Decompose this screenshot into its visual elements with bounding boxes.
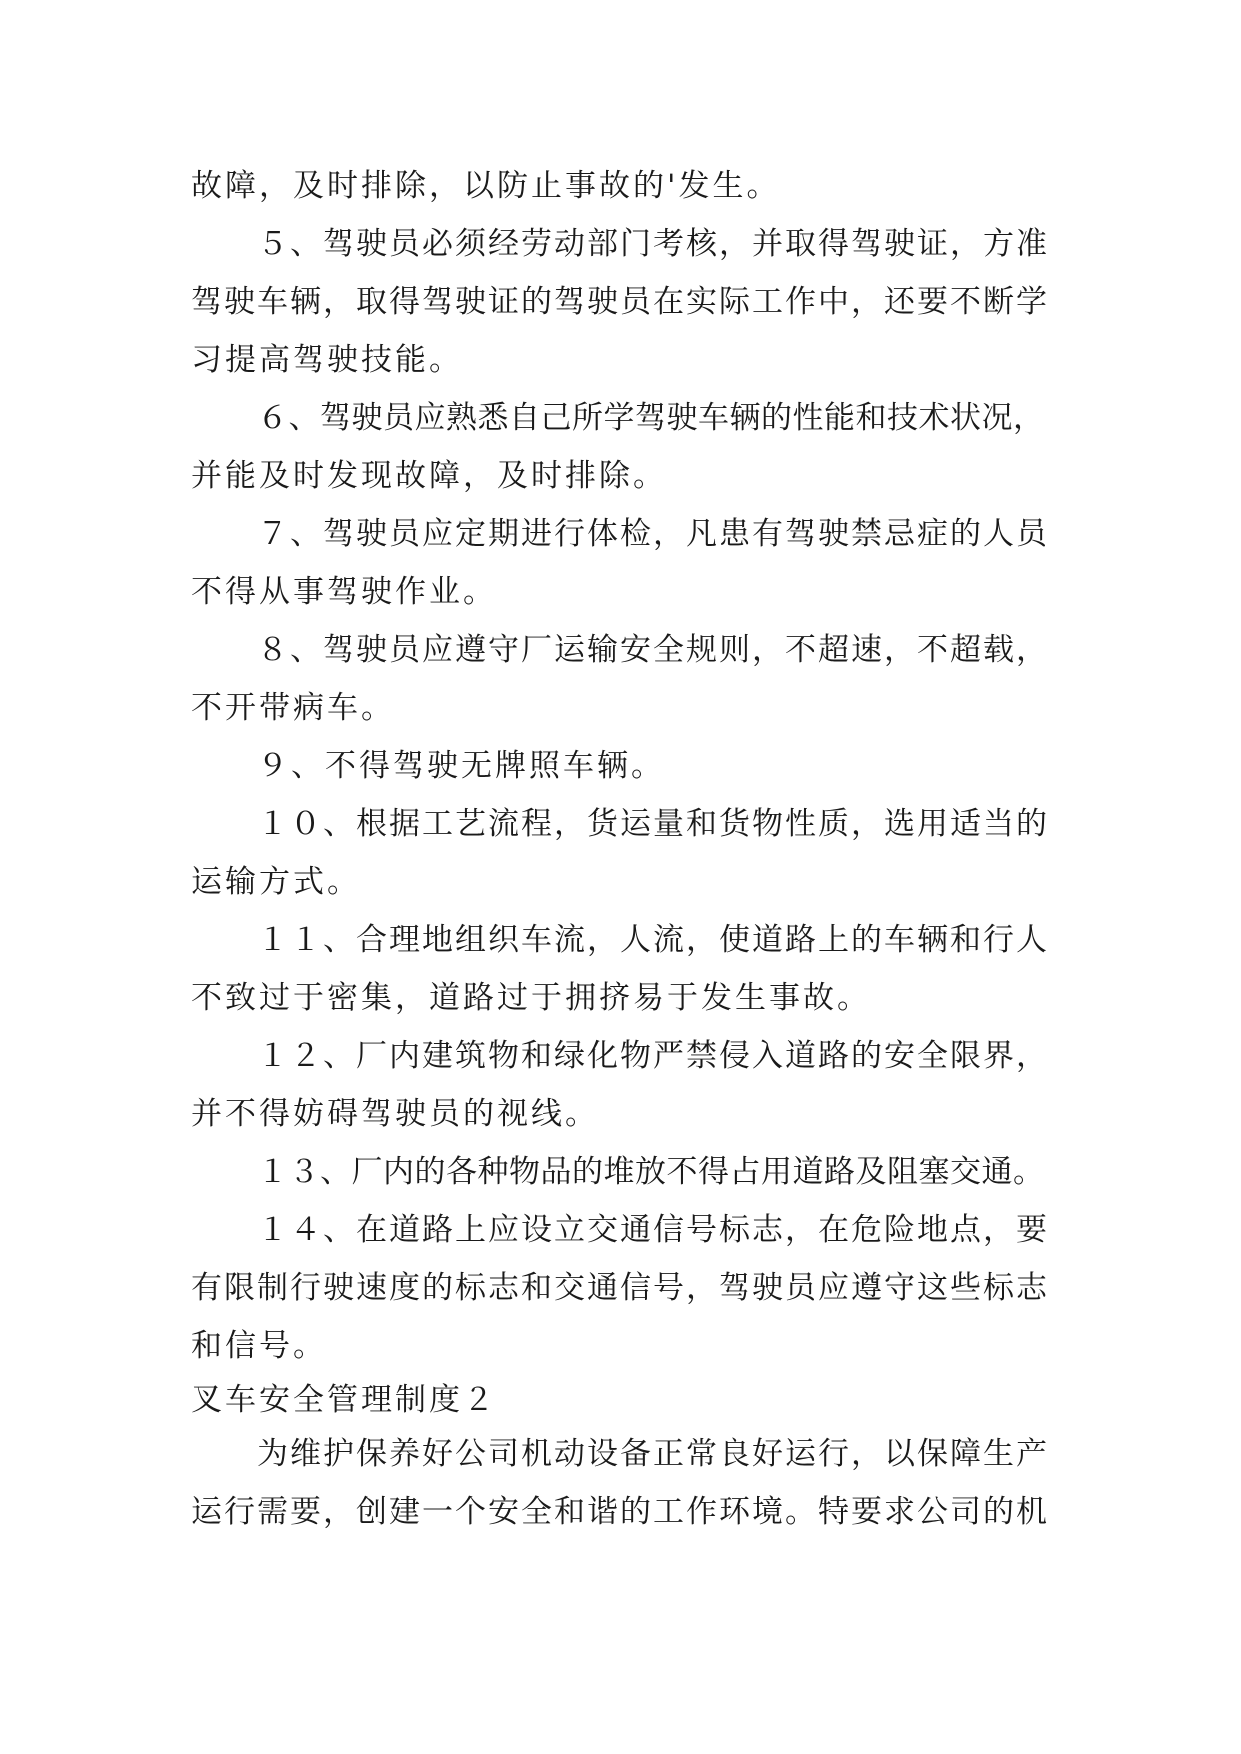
text-line: １３、厂内的各种物品的堆放不得占用道路及阻塞交通。 (257, 1154, 1045, 1190)
text-line: 习提高驾驶技能。 (191, 342, 463, 378)
text-line: ９、不得驾驶无牌照车辆。 (257, 748, 665, 784)
text-line: １４、在道路上应设立交通信号标志，在危险地点，要 (257, 1212, 1049, 1248)
text-line: 并不得妨碍驾驶员的视线。 (191, 1096, 599, 1132)
text-line: 为维护保养好公司机动设备正常良好运行，以保障生产 (257, 1436, 1049, 1472)
section-heading: 叉车安全管理制度２ (191, 1382, 497, 1418)
text-line: 运行需要，创建一个安全和谐的工作环境。特要求公司的机 (191, 1494, 1049, 1530)
text-line: 有限制行驶速度的标志和交通信号，驾驶员应遵守这些标志 (191, 1270, 1049, 1306)
text-line: １０、根据工艺流程，货运量和货物性质，选用适当的 (257, 806, 1049, 842)
text-line: ８、驾驶员应遵守厂运输安全规则，不超速，不超载， (257, 632, 1049, 668)
text-line: 不致过于密集，道路过于拥挤易于发生事故。 (191, 980, 871, 1016)
text-line: 和信号。 (191, 1328, 327, 1364)
text-line: 驾驶车辆，取得驾驶证的驾驶员在实际工作中，还要不断学 (191, 284, 1049, 320)
text-line: １２、厂内建筑物和绿化物严禁侵入道路的安全限界， (257, 1038, 1049, 1074)
text-line: ５、驾驶员必须经劳动部门考核，并取得驾驶证，方准 (257, 226, 1049, 262)
text-line: 运输方式。 (191, 864, 361, 900)
text-line: 故障，及时排除，以防止事故的'发生。 (191, 168, 781, 204)
text-line: １１、合理地组织车流，人流，使道路上的车辆和行人 (257, 922, 1049, 958)
text-line: ６、驾驶员应熟悉自己所学驾驶车辆的性能和技术状况， (257, 400, 1045, 436)
text-line: ７、驾驶员应定期进行体检，凡患有驾驶禁忌症的人员 (257, 516, 1049, 552)
text-line: 不得从事驾驶作业。 (191, 574, 497, 610)
text-line: 并能及时发现故障，及时排除。 (191, 458, 667, 494)
text-line: 不开带病车。 (191, 690, 395, 726)
